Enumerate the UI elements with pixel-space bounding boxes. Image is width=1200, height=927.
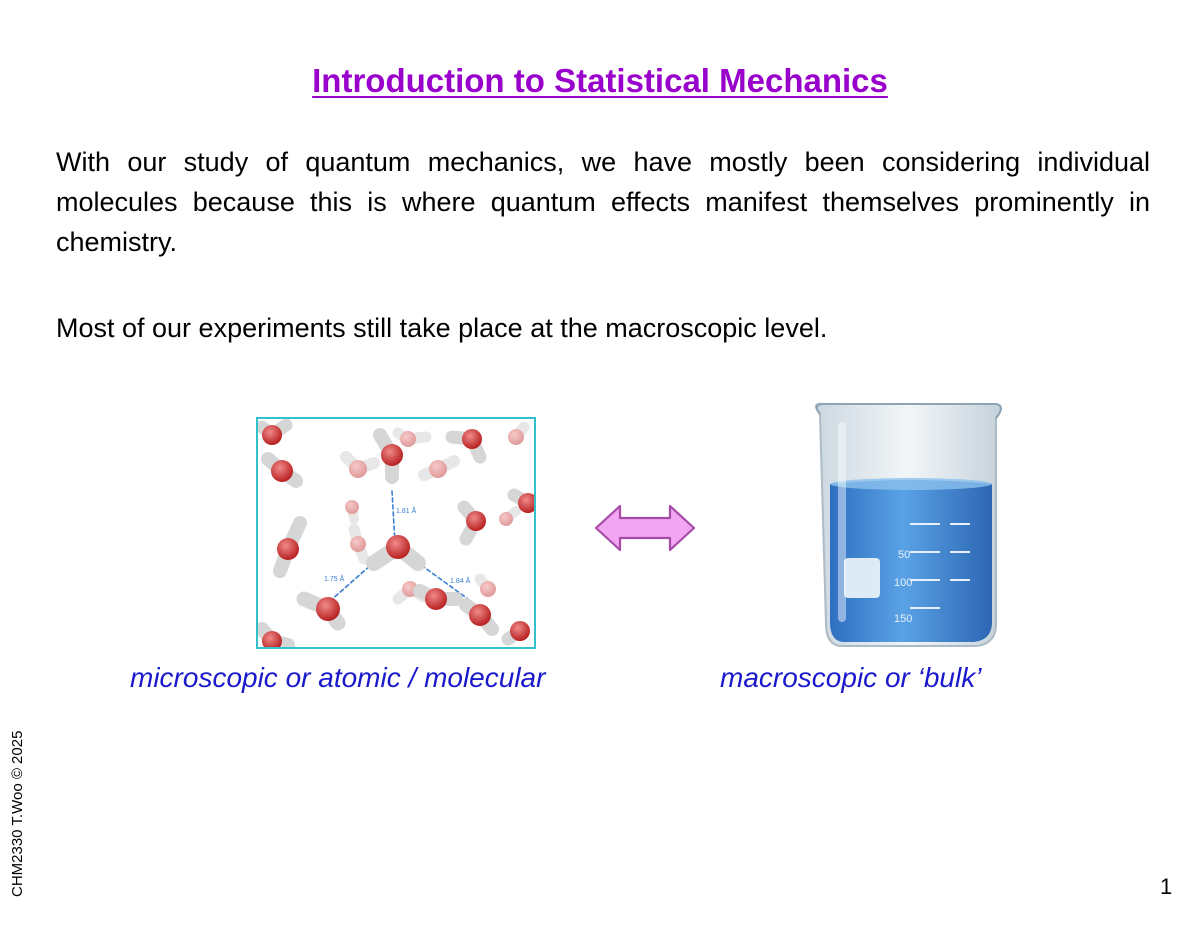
double-arrow-icon — [594, 502, 696, 554]
bond-label-right: 1.84 Å — [450, 578, 471, 585]
graduation-50: 50 — [898, 549, 911, 561]
graduation-100: 100 — [894, 577, 913, 589]
macroscopic-paragraph: Most of our experiments still take place at the macroscopic level. — [56, 313, 828, 343]
page-number: 1 — [1160, 874, 1173, 899]
bond-label-top: 1.81 Å — [396, 508, 417, 515]
graduation-150: 150 — [894, 613, 913, 625]
slide-title: Introduction to Statistical Mechanics — [312, 62, 888, 99]
course-copyright-label: CHM2330 T.Woo © 2025 — [9, 730, 26, 897]
bond-label-left: 1.75 Å — [324, 576, 345, 583]
water-molecules-image — [256, 417, 536, 649]
beaker-image — [800, 392, 1014, 658]
microscopic-caption: microscopic or atomic / molecular — [130, 662, 546, 693]
intro-paragraph: With our study of quantum mechanics, we have mostly been considering individual molecules because this is where quantum effects manifest themselves prominently in chemistry. — [56, 147, 1150, 257]
macroscopic-caption: macroscopic or ‘bulk’ — [720, 662, 982, 693]
